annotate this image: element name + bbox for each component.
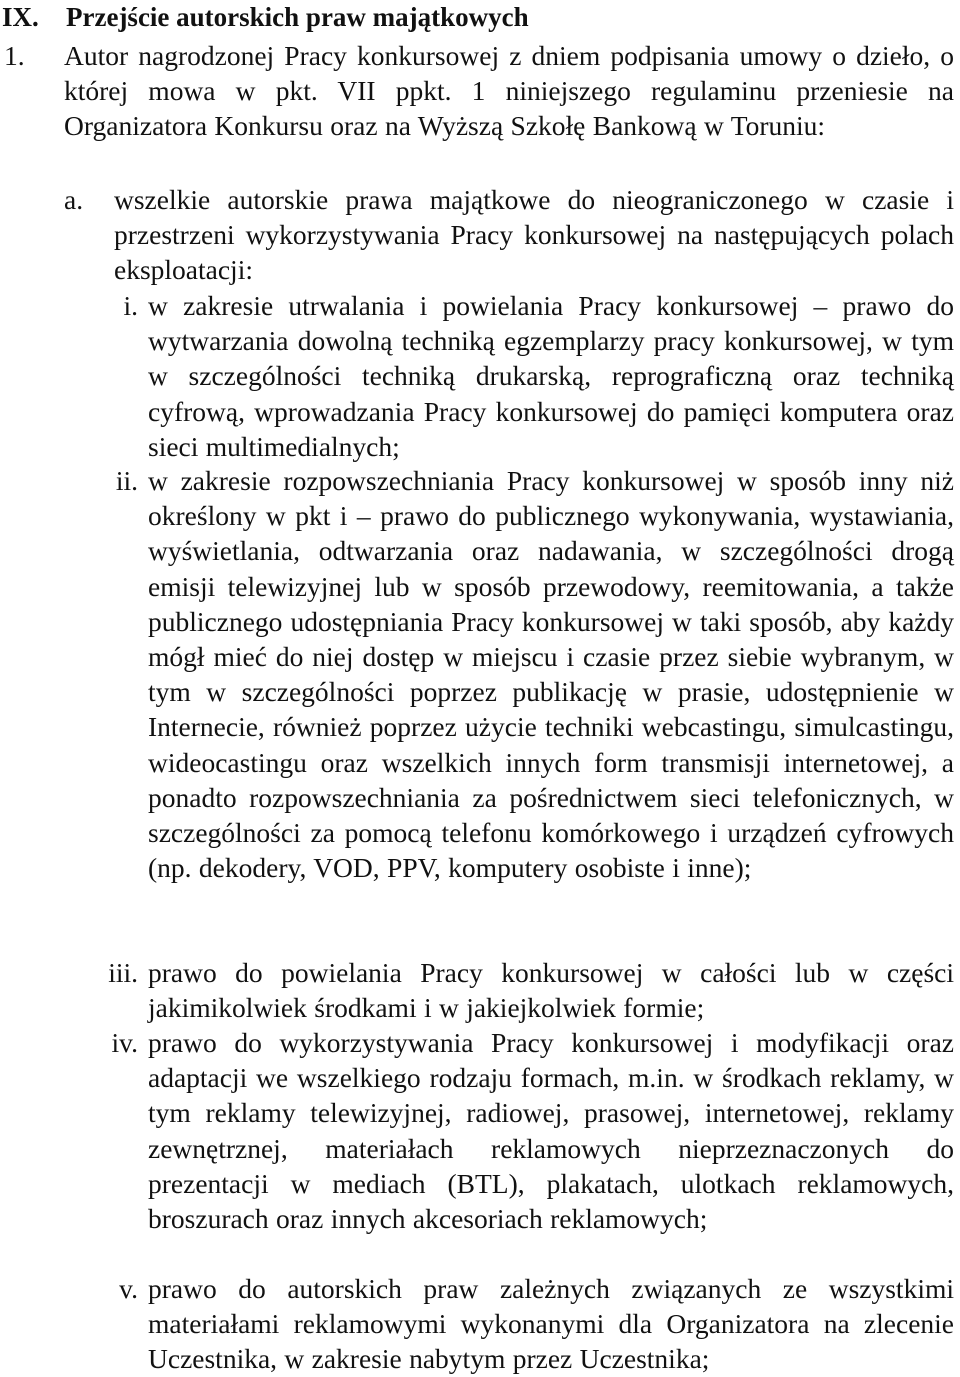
section-heading xyxy=(2,0,942,34)
subpoint-marker: a. xyxy=(64,184,84,215)
subpoint-text: wszelkie autorskie prawa majątkowe do nieograniczonego w czasie i przestrzeni wykorzystywania Pracy konkursowej na następujących polach eksploatacji: xyxy=(114,184,954,286)
field-marker-iv: iv. xyxy=(111,1027,138,1058)
field-marker-i: i. xyxy=(123,290,138,321)
field-text-iii: prawo do powielania Pracy konkursowej w całości lub w części jakimikolwiek środkami i w jakiejkolwiek formie; xyxy=(148,957,954,1024)
point-marker: 1. xyxy=(4,40,25,71)
field-text-ii: w zakresie rozpowszechniania Pracy konkursowej w sposób inny niż określony w pkt i – prawo do publicznego wykonywania, wystawiania, wyświetlania, odtwarzania oraz nadawania, w szczególności drogą emisji telewizyjnej lub w sposób przewodowy, reemitowania, a także publicznego udostępniania Pracy konkursowej w taki sposób, aby każdy mógł mieć do niej dostęp w miejscu i czasie przez siebie wybranym, w tym w szczególności poprzez publikację w prasie, udostępnienie w Internecie, również poprzez użycie techniki webcastingu, simulcastingu, wideocastingu oraz wszelkich innych form transmisji internetowej, a ponadto rozpowszechniania za pośrednictwem sieci telefonicznych, w szczególności za pomocą telefonu komórkowego i urządzeń cyfrowych (np. dekodery, VOD, PPV, komputery osobiste i inne); xyxy=(148,465,954,884)
field-text-iv: prawo do wykorzystywania Pracy konkursowej i modyfikacji oraz adaptacji we wszelkiego rodzaju formach, m.in. w środkach reklamy, w tym reklamy telewizyjnej, radiowej, prasowej, internetowej, reklamy zewnętrznej, materiałach reklamowych nieprzeznaczonych do prezentacji w mediach (BTL), plakatach, ulotkach reklamowych, broszurach oraz innych akcesoriach reklamowych; xyxy=(148,1027,954,1235)
section-number: IX. xyxy=(2,2,39,32)
point-text: Autor nagrodzonej Pracy konkursowej z dniem podpisania umowy o dzieło, o której mowa w pkt. VII ppkt. 1 niniejszego regulaminu przeniesie na Organizatora Konkursu oraz na Wyższą Szkołę Bankową w Toruniu: xyxy=(64,40,954,142)
field-marker-ii: ii. xyxy=(115,465,138,496)
field-text-i: w zakresie utrwalania i powielania Pracy konkursowej – prawo do wytwarzania dowolną techniką egzemplarzy pracy konkursowej, w tym w szczególności techniką drukarską, reprograficzną oraz techniką cyfrową, wprowadzania Pracy konkursowej do pamięci komputera oraz sieci multimedialnych; xyxy=(148,290,954,462)
field-marker-iii: iii. xyxy=(108,957,138,988)
field-text-v: prawo do autorskich praw zależnych związanych ze wszystkimi materiałami reklamowymi wykonanymi dla Organizatora na zlecenie Uczestnika, w zakresie nabytym przez Uczestnika; xyxy=(148,1273,954,1375)
section-title: Przejście autorskich praw majątkowych xyxy=(66,2,529,32)
field-marker-v: v. xyxy=(119,1273,138,1304)
